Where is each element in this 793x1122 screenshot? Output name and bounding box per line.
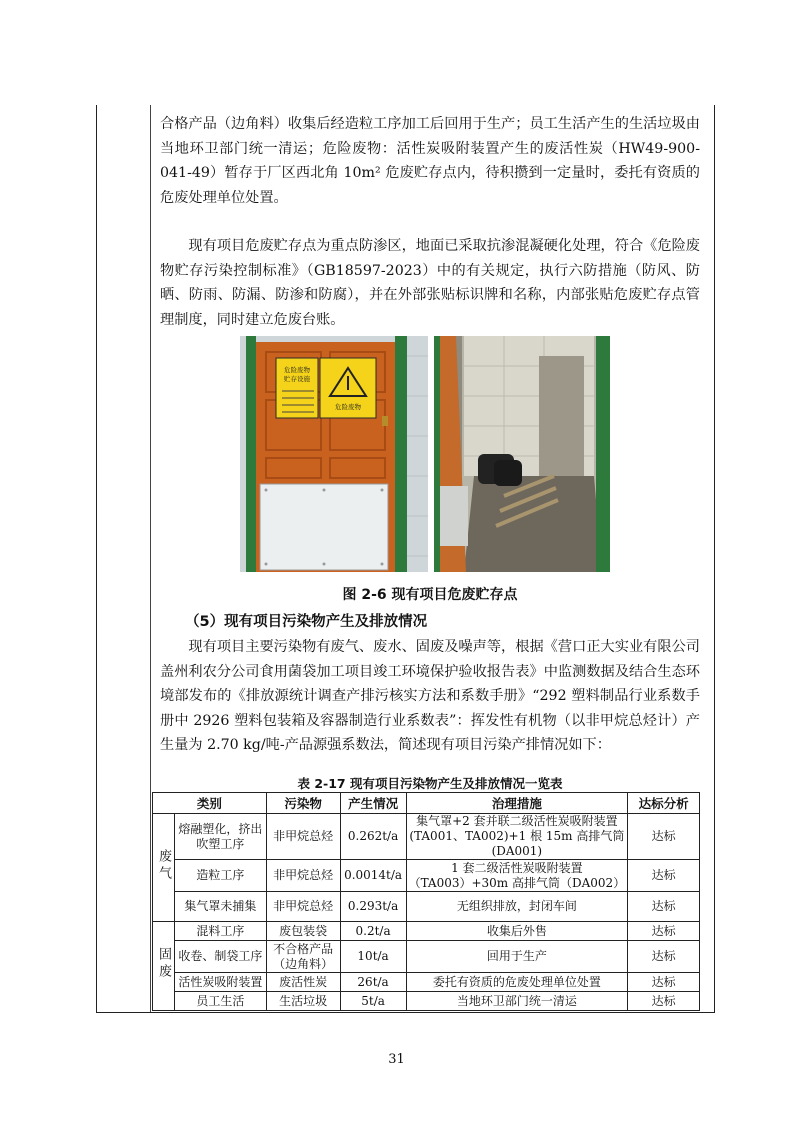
table-row bbox=[153, 892, 700, 922]
table-row bbox=[153, 992, 700, 1011]
header-result: 达标分析 bbox=[628, 793, 700, 814]
cell-result: 达标 bbox=[628, 814, 700, 860]
table-row bbox=[153, 941, 700, 973]
table-row bbox=[153, 860, 700, 892]
pollution-paragraph: 现有项目主要污染物有废气、废水、固废及噪声等，根据《营口正大实业有限公司盖州利农分公司食用菌袋加工项目竣工环境保护验收报告表》中监测数据及结合生态环境部发布的《排放源统计调查产排污核实方法和系数手册》“292 塑料制品行业系数手册中 2926 塑料包装箱及容器制造行业系数表”：挥发性有机物（以非甲烷总烃计）产生量为 2.70 kg/吨-产品源强系数法，简述现有项目污染产排情况如下： bbox=[160, 639, 700, 753]
cell-amount: 5t/a bbox=[340, 992, 406, 1011]
table-row bbox=[153, 922, 700, 941]
cell-process: 活性炭吸附装置 bbox=[174, 973, 266, 992]
cell-measure: 委托有资质的危废处理单位处置 bbox=[406, 973, 628, 992]
cell-measure: 回用于生产 bbox=[406, 941, 628, 973]
photo-interior bbox=[434, 336, 610, 572]
cell-amount: 0.293t/a bbox=[340, 892, 406, 922]
cell-measure: 集气罩+2 套并联二级活性炭吸附装置(TA001、TA002)+1 根 15m 高排气筒(DA001) bbox=[406, 814, 628, 860]
header-measure: 治理措施 bbox=[406, 793, 628, 814]
cell-amount: 10t/a bbox=[340, 941, 406, 973]
cell-amount: 0.2t/a bbox=[340, 922, 406, 941]
table-header-row bbox=[153, 793, 700, 814]
cell-measure: 收集后外售 bbox=[406, 922, 628, 941]
section-heading: （5）现有项目污染物产生及排放情况 bbox=[185, 614, 428, 630]
cell-process: 造粒工序 bbox=[174, 860, 266, 892]
hazardous-storage-photos bbox=[240, 336, 610, 572]
cell-pollutant: 非甲烷总烃 bbox=[266, 860, 340, 892]
cell-process: 员工生活 bbox=[174, 992, 266, 1011]
cell-result: 达标 bbox=[628, 941, 700, 973]
cell-process: 熔融塑化，挤出吹塑工序 bbox=[174, 814, 266, 860]
header-amount: 产生情况 bbox=[340, 793, 406, 814]
photo-door bbox=[240, 336, 428, 572]
cell-pollutant: 废包装袋 bbox=[266, 922, 340, 941]
sign-text-2: 贮存设施 bbox=[284, 375, 310, 383]
header-pollutant: 污染物 bbox=[266, 793, 340, 814]
cell-process: 收卷、制袋工序 bbox=[174, 941, 266, 973]
cell-result: 达标 bbox=[628, 860, 700, 892]
cell-process: 集气罩未捕集 bbox=[174, 892, 266, 922]
table-row bbox=[153, 973, 700, 992]
cell-pollutant: 废活性炭 bbox=[266, 973, 340, 992]
cell-amount: 26t/a bbox=[340, 973, 406, 992]
cell-pollutant: 生活垃圾 bbox=[266, 992, 340, 1011]
cell-pollutant: 不合格产品（边角料） bbox=[266, 941, 340, 973]
cell-measure: 当地环卫部门统一清运 bbox=[406, 992, 628, 1011]
cell-measure: 1 套二级活性炭吸附装置（TA003）+30m 高排气筒（DA002） bbox=[406, 860, 628, 892]
intro-paragraph-2: 现有项目危废贮存点为重点防渗区，地面已采取抗渗混凝硬化处理，符合《危险废物贮存污染控制标准》（GB18597-2023）中的有关规定，执行六防措施（防风、防晒、防雨、防漏、防渗和防腐），并在外部张贴标识牌和名称，内部张贴危废贮存点管理制度，同时建立危废台账。 bbox=[160, 238, 700, 328]
table-row bbox=[153, 814, 700, 860]
cell-amount: 0.0014t/a bbox=[340, 860, 406, 892]
header-category: 类别 bbox=[153, 793, 267, 814]
cell-result: 达标 bbox=[628, 922, 700, 941]
cell-process: 混料工序 bbox=[174, 922, 266, 941]
cell-result: 达标 bbox=[628, 892, 700, 922]
cell-measure: 无组织排放，封闭车间 bbox=[406, 892, 628, 922]
cell-result: 达标 bbox=[628, 992, 700, 1011]
category-gas: 废气 bbox=[153, 814, 175, 922]
cell-pollutant: 非甲烷总烃 bbox=[266, 814, 340, 860]
table-caption: 表 2-17 现有项目污染物产生及排放情况一览表 bbox=[297, 776, 563, 791]
figure-caption: 图 2-6 现有项目危废贮存点 bbox=[342, 587, 518, 603]
sign-text-1: 危险废物 bbox=[284, 366, 310, 374]
sign-text-3: 危险废物 bbox=[335, 403, 361, 411]
left-column-line bbox=[150, 105, 151, 1012]
category-solid: 固废 bbox=[153, 922, 175, 1011]
intro-paragraph-1: 合格产品（边角料）收集后经造粒工序加工后回用于生产；员工生活产生的生活垃圾由当地环卫部门统一清运；危险废物：活性炭吸附装置产生的废活性炭（HW49-900-041-49）暂存于厂区西北角 10m² 危废贮存点内，待积攒到一定量时，委托有资质的危废处理单位处置。 bbox=[160, 116, 700, 206]
page-number: 31 bbox=[388, 1052, 405, 1067]
cell-amount: 0.262t/a bbox=[340, 814, 406, 860]
cell-pollutant: 非甲烷总烃 bbox=[266, 892, 340, 922]
cell-result: 达标 bbox=[628, 973, 700, 992]
pollutant-table bbox=[152, 792, 700, 1011]
